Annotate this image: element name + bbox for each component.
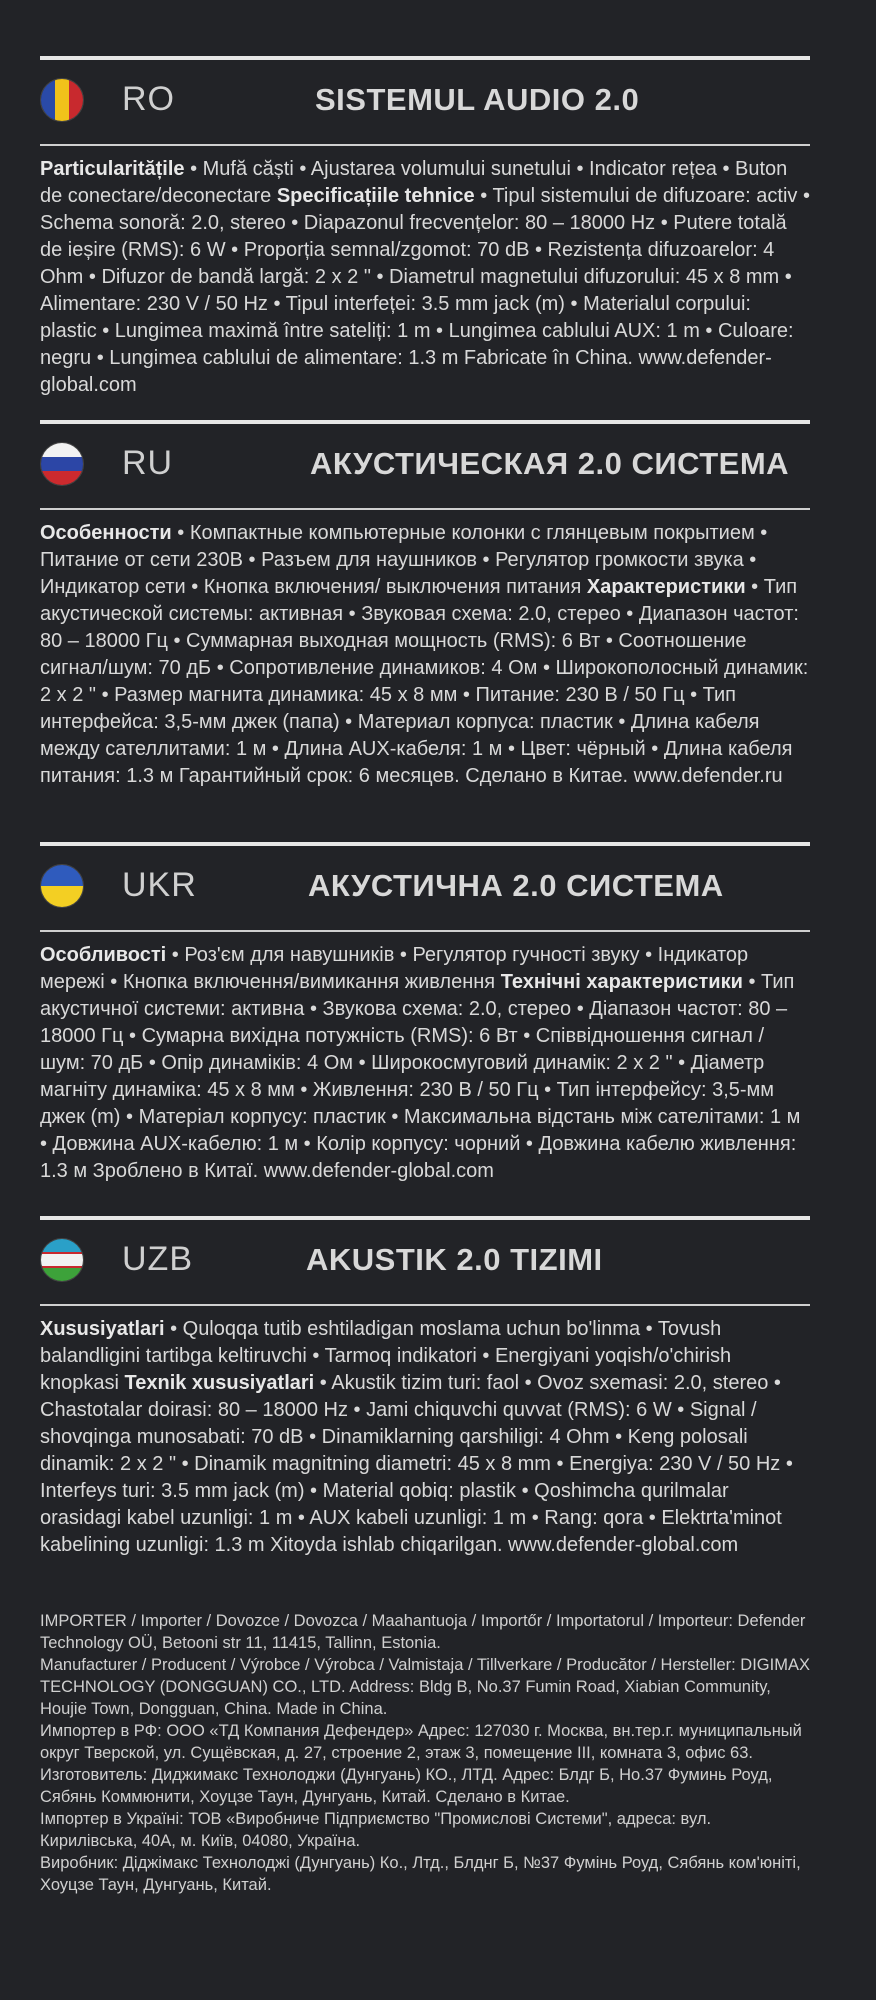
section-divider bbox=[40, 56, 810, 60]
section-body bbox=[40, 520, 810, 790]
section-title: АКУСТИЧЕСКАЯ 2.0 СИСТЕМА bbox=[310, 446, 790, 481]
specs-label: Технічні характеристики bbox=[500, 971, 743, 993]
manufacturer-ua-line: Виробник: Діджімакс Технолоджі (Дунгуань) Ко., Лтд., Блднг Б, №37 Фумінь Роуд, Сябянь ком'юніті, Хоуцзе Таун, Дунгуань, Китай. bbox=[40, 1854, 801, 1894]
features-label: Особливості bbox=[40, 944, 167, 966]
section-divider bbox=[40, 842, 810, 846]
features-label: Particularitățile bbox=[40, 158, 185, 180]
specs-text: • Tipul sistemului de difuzoare: activ • Schema sonoră: 2.0, stereo • Diapazonul frecvențelor: 80 – 18000 Hz • Putere totală de ieșire (RMS): 6 W • Proporția semnal/zgomot: 70 dB • Rezistența difuzoarelor: 4 Ohm • Difuzor de bandă largă: 2 x 2 " • Diametrul magnetului difuzorului: 45 x 8 mm • Alimentare: 230 V / 50 Hz • Tipul interfeței: 3.5 mm jack (m) • Materialul corpului: plastic • Lungimea maximă între sateliți: 1 m • Lungimea cablului AUX: 1 m • Culoare: negru • Lungimea cablului de alimentare: 1.3 m Fabricate în China. www.defender-global.com bbox=[40, 185, 810, 396]
section-header bbox=[40, 442, 810, 498]
importer-ru-line: Импортер в РФ: ООО «ТД Компания Дефендер» Адрес: 127030 г. Москва, вн.тер.г. муниципальный округ Тверской, ул. Сущёвская, д. 27, строение 2, этаж 3, помещение III, комната 3, офис 63. bbox=[40, 1722, 802, 1762]
section-title: SISTEMUL AUDIO 2.0 bbox=[315, 82, 640, 117]
section-header bbox=[40, 78, 810, 134]
section-header bbox=[40, 864, 810, 920]
manufacturer-ru-line: Изготовитель: Диджимакс Технолоджи (Дунгуань) КО., ЛТД. Адрес: Блдг Б, Но.37 Фуминь Роуд, Сябянь Коммюнити, Хоуцзе Таун, Дунгуань, Китай. Сделано в Китае. bbox=[40, 1766, 773, 1806]
header-rule bbox=[40, 1304, 810, 1306]
features-text: • Роз'єм для навушників • Регулятор гучності звуку • Індикатор мережі • Кнопка включення/вимикання живлення bbox=[40, 944, 749, 993]
ukraine-flag-icon bbox=[40, 864, 84, 908]
language-code: UKR bbox=[122, 866, 197, 904]
importer-ua-line: Імпортер в Україні: ТОВ «Виробниче Підприємство "Промислові Системи", адреса: вул. Кирилівська, 40А, м. Київ, 04080, Україна. bbox=[40, 1810, 712, 1850]
section-header bbox=[40, 1238, 810, 1294]
features-label: Xususiyatlari bbox=[40, 1318, 165, 1340]
specs-label: Характеристики bbox=[586, 576, 746, 598]
features-label: Особенности bbox=[40, 522, 172, 544]
section-body bbox=[40, 942, 810, 1185]
russia-flag-icon bbox=[40, 442, 84, 486]
section-divider bbox=[40, 420, 810, 424]
language-code: RU bbox=[122, 444, 174, 482]
header-rule bbox=[40, 508, 810, 510]
specs-label: Specificațiile tehnice bbox=[276, 185, 475, 207]
uzbekistan-flag-icon bbox=[40, 1238, 84, 1282]
header-rule bbox=[40, 144, 810, 146]
specs-text: • Тип акустической системы: активная • Звуковая схема: 2.0, стерео • Диапазон частот: 80 – 18000 Гц • Суммарная выходная мощность (RMS): 6 Вт • Соотношение сигнал/шум: 70 дБ • Сопротивление динамиков: 4 Ом • Широкополосный динамик: 2 x 2 " • Размер магнита динамика: 45 х 8 мм • Питание: 230 В / 50 Гц • Тип интерфейса: 3,5-мм джек (папа) • Материал корпуса: пластик • Длина кабеля между сателлитами: 1 м • Длина AUX-кабеля: 1 м • Цвет: чёрный • Длина кабеля питания: 1.3 м Гарантийный срок: 6 месяцев. Сделано в Китае. www.defender.ru bbox=[40, 576, 809, 787]
features-text: • Quloqqa tutib eshtiladigan moslama uchun bo'linma • Tovush balandligini tartibga keltiruvchi • Tarmoq indikatori • Energiyani yoqish/o'chirish knopkasi bbox=[40, 1318, 732, 1394]
manufacturer-line: Manufacturer / Producent / Výrobce / Výrobca / Valmistaja / Tillverkare / Producător / Hersteller: DIGIMAX TECHNOLOGY (DONGGUAN) CO., LTD. Address: Bldg B, No.37 Fumin Road, Xiabian Community, Houjie Town, Dongguan, China. Made in China. bbox=[40, 1656, 810, 1718]
features-text: • Mufă căști • Ajustarea volumului sunetului • Indicator rețea • Buton de conectare/deconectare bbox=[40, 158, 788, 207]
section-divider bbox=[40, 1216, 810, 1220]
features-text: • Компактные компьютерные колонки с глянцевым покрытием • Питание от сети 230В • Разъем для наушников • Регулятор громкости звука • Индикатор сети • Кнопка включения/ выключения питания bbox=[40, 522, 768, 598]
section-body bbox=[40, 156, 810, 399]
specs-text: • Тип акустичної системи: активна • Звукова схема: 2.0, стерео • Діапазон частот: 80 – 18000 Гц • Сумарна вихідна потужність (RMS): 6 Вт • Співвідношення сигнал / шум: 70 дБ • Опір динаміків: 4 Ом • Широкосмуговий динамік: 2 x 2 " • Діаметр магніту динаміка: 45 х 8 мм • Живлення: 230 В / 50 Гц • Тип інтерфейсу: 3,5-мм джек (m) • Матеріал корпусу: пластик • Максимальна відстань між сателітами: 1 м • Довжина AUX-кабелю: 1 м • Колір корпусу: чорний • Довжина кабелю живлення: 1.3 м Зроблено в Китаї. www.defender-global.com bbox=[40, 971, 801, 1182]
section-body bbox=[40, 1316, 810, 1559]
language-code: RO bbox=[122, 80, 175, 118]
specs-text: • Akustik tizim turi: faol • Ovoz sxemasi: 2.0, stereo • Chastotalar doirasi: 80 – 18000 Hz • Jami chiquvchi quvvat (RMS): 6 W • Signal / shovqinga munosabati: 70 dB • Dinamiklarning qarshiligi: 4 Ohm • Keng polosali dinamik: 2 x 2 " • Dinamik magnitning diametri: 45 x 8 mm • Energiya: 230 V / 50 Hz • Interfeys turi: 3.5 mm jack (m) • Material qobiq: plastik • Qoshimcha qurilmalar orasidagi kabel uzunligi: 1 m • AUX kabeli uzunligi: 1 m • Rang: qora • Elektrta'minot kabelining uzunligi: 1.3 m Xitoyda ishlab chiqarilgan. www.defender-global.com bbox=[40, 1372, 793, 1556]
header-rule bbox=[40, 930, 810, 932]
importer-info bbox=[40, 1610, 810, 1896]
language-code: UZB bbox=[122, 1240, 193, 1278]
romania-flag-icon bbox=[40, 78, 84, 122]
importer-line: IMPORTER / Importer / Dovozce / Dovozca / Maahantuoja / Importőr / Importatorul / Importeur: Defender Technology OÜ, Betooni str 11, 11415, Tallinn, Estonia. bbox=[40, 1612, 806, 1652]
section-title: АКУСТИЧНА 2.0 СИСТЕМА bbox=[308, 868, 724, 903]
specs-label: Texnik xususiyatlari bbox=[124, 1372, 315, 1394]
section-title: AKUSTIK 2.0 TIZIMI bbox=[306, 1242, 603, 1277]
